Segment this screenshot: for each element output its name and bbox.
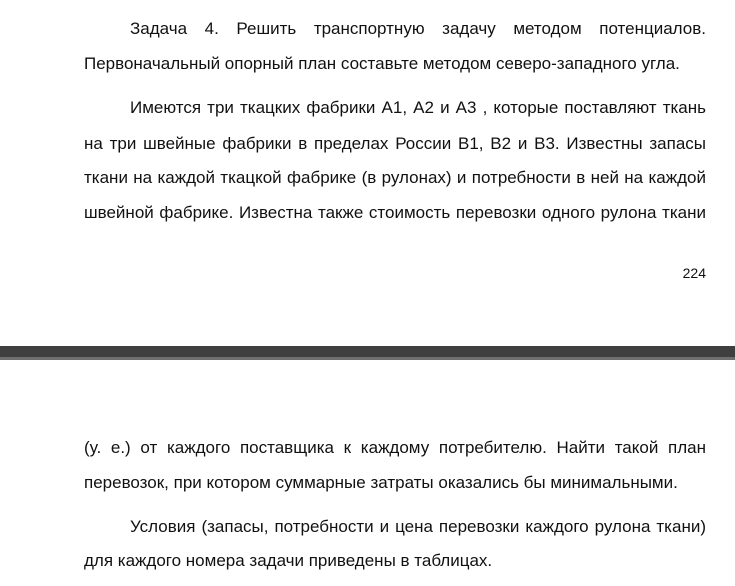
paragraph-line: на три швейные фабрики в пределах России В1, В2 и В3. Известны запасы — [84, 134, 706, 153]
document-page-lower — [0, 362, 735, 586]
page-break-separator — [0, 343, 735, 362]
paragraph-line: перевозок, при котором суммарные затраты оказались бы минимальными. — [84, 473, 678, 492]
paragraph-line: для каждого номера задачи приведены в таблицах. — [84, 551, 493, 570]
paragraph-line: швейной фабрике. Известна также стоимость перевозки одного рулона ткани — [84, 203, 706, 222]
page-number: 224 — [682, 265, 706, 281]
paragraph-line: Имеются три ткацких фабрики А1, А2 и А3 , которые поставляют ткань — [130, 98, 706, 117]
paragraph-line: ткани на каждой ткацкой фабрике (в рулонах) и потребности в ней на каждой — [84, 168, 706, 187]
task-heading-continuation: Первоначальный опорный план составьте методом северо-западного угла. — [84, 54, 680, 73]
paragraph-line: Условия (запасы, потребности и цена перевозки каждого рулона ткани) — [130, 517, 706, 536]
paragraph-line: (у. е.) от каждого поставщика к каждому потребителю. Найти такой план — [84, 438, 706, 457]
task-heading-line: Задача 4. Решить транспортную задачу методом потенциалов. — [130, 19, 706, 38]
page-break-shadow — [0, 357, 735, 360]
